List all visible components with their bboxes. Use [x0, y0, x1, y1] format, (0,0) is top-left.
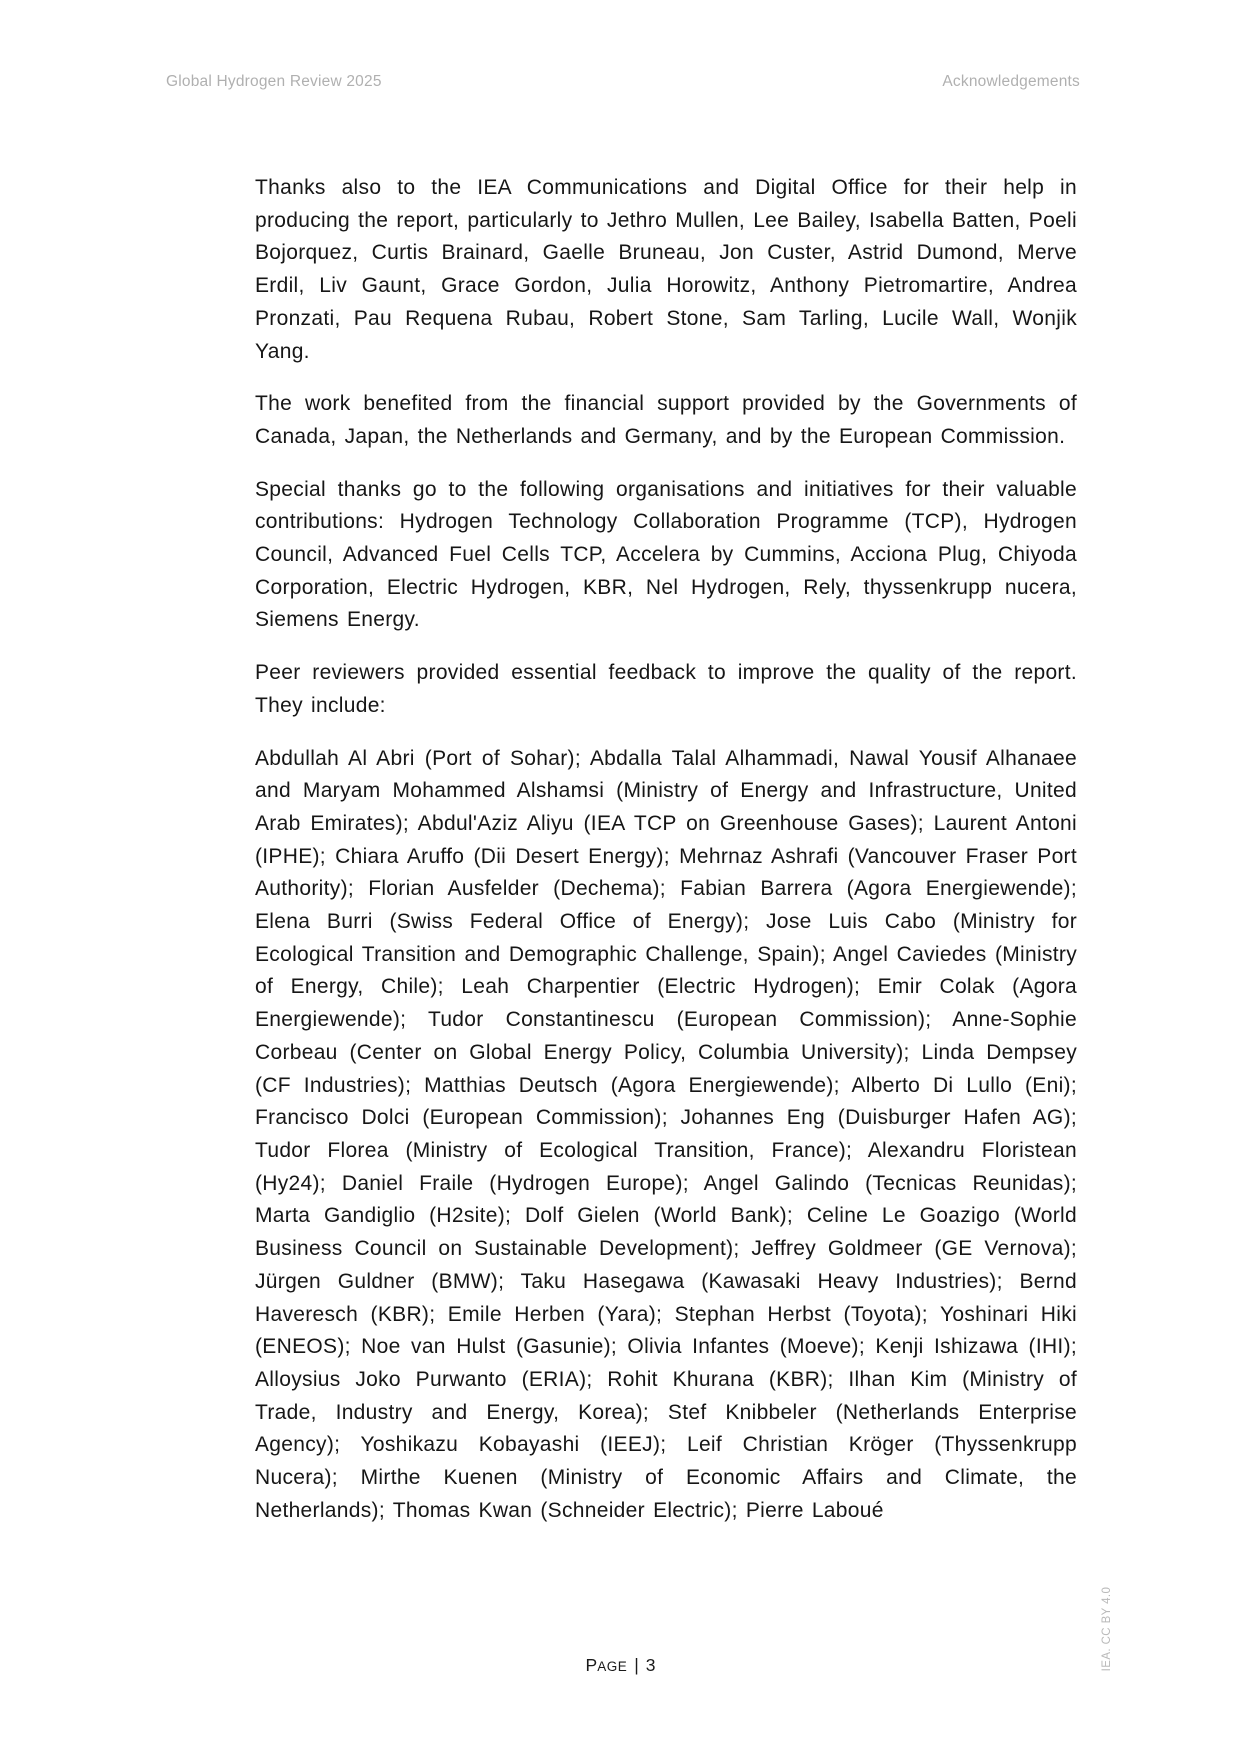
section-title: Acknowledgements	[942, 73, 1080, 90]
body-content	[255, 172, 1077, 1527]
paragraph-special-thanks-organisations: Special thanks go to the following organisations and initiatives for their valuable contributions: Hydrogen Technology Collaboration Programme (TCP), Hydrogen Council, Advanced Fuel Cells TCP, Accelera by Cummins, Acciona Plug, Chiyoda Corporation, Electric Hydrogen, KBR, Nel Hydrogen, Rely, thyssenkrupp nucera, Siemens Energy.	[255, 477, 1077, 632]
page-footer	[0, 1654, 1241, 1678]
paragraph-peer-reviewers-intro: Peer reviewers provided essential feedback to improve the quality of the report. They include:	[255, 661, 1077, 717]
footer-page-number: 3	[645, 1655, 656, 1675]
document-title: Global Hydrogen Review 2025	[166, 73, 382, 90]
footer-separator: |	[634, 1655, 639, 1675]
license-attribution: IEA. CC BY 4.0	[1101, 1586, 1113, 1672]
paragraph-peer-reviewers-list: Abdullah Al Abri (Port of Sohar); Abdalla Talal Alhammadi, Nawal Yousif Alhanaee and Maryam Mohammed Alshamsi (Ministry of Energy and Infrastructure, United Arab Emirates); Abdul'Aziz Aliyu (IEA TCP on Greenhouse Gases); Laurent Antoni (IPHE); Chiara Aruffo (Dii Desert Energy); Mehrnaz Ashrafi (Vancouver Fraser Port Authority); Florian Ausfelder (Dechema); Fabian Barrera (Agora Energiewende); Elena Burri (Swiss Federal Office of Energy); Jose Luis Cabo (Ministry for Ecological Transition and Demographic Challenge, Spain); Angel Caviedes (Ministry of Energy, Chile); Leah Charpentier (Electric Hydrogen); Emir Colak (Agora Energiewende); Tudor Constantinescu (European Commission); Anne-Sophie Corbeau (Center on Global Energy Policy, Columbia University); Linda Dempsey (CF Industries); Matthias Deutsch (Agora Energiewende); Alberto Di Lullo (Eni); Francisco Dolci (European Commission); Johannes Eng (Duisburger Hafen AG); Tudor Florea (Ministry of Ecological Transition, France); Alexandru Floristean (Hy24); Daniel Fraile (Hydrogen Europe); Angel Galindo (Tecnicas Reunidas); Marta Gandiglio (H2site); Dolf Gielen (World Bank); Celine Le Goazigo (World Business Council on Sustainable Development); Jeffrey Goldmeer (GE Vernova); Jürgen Guldner (BMW); Taku Hasegawa (Kawasaki Heavy Industries); Bernd Haveresch (KBR); Emile Herben (Yara); Stephan Herbst (Toyota); Yoshinari Hiki (ENEOS); Noe van Hulst (Gasunie); Olivia Infantes (Moeve); Kenji Ishizawa (IHI); Alloysius Joko Purwanto (ERIA); Rohit Khurana (KBR); Ilhan Kim (Ministry of Trade, Industry and Energy, Korea); Stef Knibbeler (Netherlands Enterprise Agency); Yoshikazu Kobayashi (IEEJ); Leif Christian Kröger (Thyssenkrupp Nucera); Mirthe Kuenen (Ministry of Economic Affairs and Climate, the Netherlands); Thomas Kwan (Schneider Electric); Pierre Laboué	[255, 746, 1077, 1522]
footer-page-label-initial: P	[585, 1655, 598, 1675]
paragraph-financial-support: The work benefited from the financial support provided by the Governments of Canada, Japan, the Netherlands and Germany, and by the European Commission.	[255, 392, 1077, 448]
paragraph-communications-thanks: Thanks also to the IEA Communications and Digital Office for their help in producing the report, particularly to Jethro Mullen, Lee Bailey, Isabella Batten, Poeli Bojorquez, Curtis Brainard, Gaelle Bruneau, Jon Custer, Astrid Dumond, Merve Erdil, Liv Gaunt, Grace Gordon, Julia Horowitz, Anthony Pietromartire, Andrea Pronzati, Pau Requena Rubau, Robert Stone, Sam Tarling, Lucile Wall, Wonjik Yang.	[255, 176, 1077, 363]
page-header	[166, 72, 1080, 91]
footer-page-label-rest: AGE	[597, 1659, 628, 1674]
